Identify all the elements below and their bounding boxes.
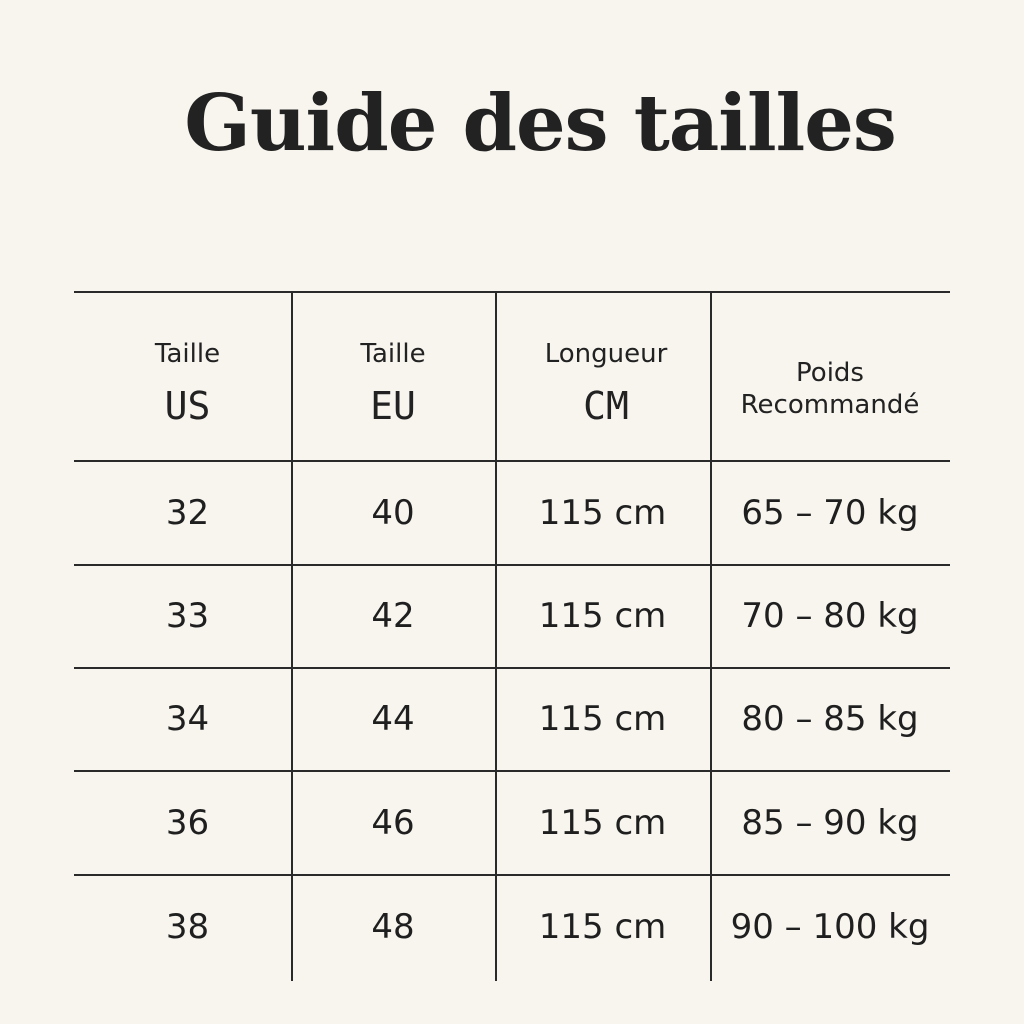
cell-size-eu: 48 [371,907,415,947]
header-us-unit: US [164,384,211,428]
table-top-rule [74,291,950,293]
cell-length: 115 cm [538,802,667,843]
cell-length: 115 cm [538,492,667,533]
size-table [74,291,950,981]
cell-size-eu: 42 [371,596,415,636]
cell-size-eu: 40 [371,492,415,533]
cell-weight: 80 – 85 kg [741,699,919,739]
cell-weight: 70 – 80 kg [741,596,919,636]
cell-size-us: 36 [165,802,210,843]
header-weight-unit: Recommandé [740,390,920,420]
cell-weight: 65 – 70 kg [741,492,919,533]
cell-length: 115 cm [538,699,667,739]
cell-weight: 90 – 100 kg [730,907,930,947]
cell-weight: 85 – 90 kg [741,802,919,843]
cell-size-us: 33 [165,596,210,636]
cell-size-us: 32 [165,492,210,533]
cell-size-us: 38 [165,907,210,947]
cell-size-eu: 46 [371,802,415,843]
header-eu-label: Taille [360,339,426,369]
cell-size-eu: 44 [371,699,415,739]
header-us-label: Taille [154,339,221,369]
header-weight-label: Poids [796,358,864,388]
cell-length: 115 cm [538,596,667,636]
cell-size-us: 34 [165,699,210,739]
page-title: Guide des tailles [184,78,896,169]
header-length-unit: CM [583,384,629,428]
cell-length: 115 cm [538,907,667,947]
header-length-label: Longueur [544,339,668,369]
header-eu-unit: EU [370,384,416,428]
